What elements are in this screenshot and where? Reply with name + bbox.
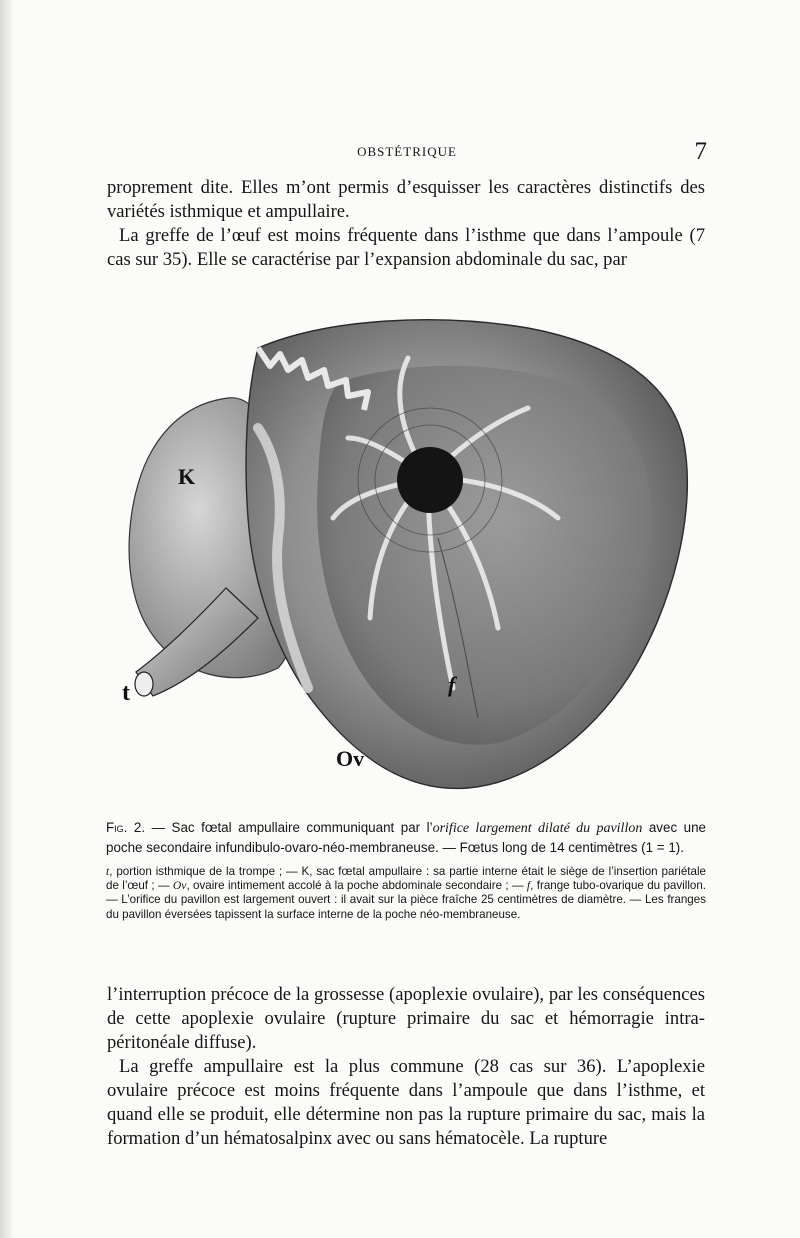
pavilion-orifice-shape (397, 447, 463, 513)
running-head (107, 138, 707, 168)
paragraph: La greffe ampullaire est la plus commune (28 cas sur 36). L’apoplexie ovulaire précoce est moins fréquente dans l’ampoule que dans l’isthme, et quand elle se produit, elle détermine non pas la rupture primaire du sac, mais la formation d’un hématosalpinx avec ou sans hématocèle. La rupture (107, 1056, 705, 1149)
legend-f-text: , frange tubo-ovarique du pavillon. — L’orifice du pavillon est largement ouvert : il avait sur la pièce fraîche 25 centimètres de diamètre. — Les franges du pavillon éversées tapissent la surface interne de la poche néo-membraneuse. (106, 879, 707, 921)
top-text-block (107, 176, 705, 272)
label-k: K (178, 464, 196, 489)
legend-ov-text: , ovaire intimement accolé à la poche abdominale secondaire ; — (186, 879, 527, 893)
caption-main (106, 818, 706, 857)
figure-illustration (108, 288, 708, 808)
legend-f-letter: f (526, 879, 531, 893)
paragraph-continuation: l’interruption précoce de la grossesse (apoplexie ovulaire), par les conséquences de cette apoplexie ovulaire (rupture primaire du sac et hémorragie intra-péritonéale diffuse). (107, 984, 705, 1053)
label-ov: Ov (336, 746, 365, 771)
paragraph-continuation: proprement dite. Elles m’ont permis d’esquisser les caractères distinctifs des variétés isthmique et ampullaire. (107, 177, 705, 222)
figure-caption (106, 818, 706, 922)
page-gutter-shadow (0, 0, 14, 1238)
page-number: 7 (694, 138, 707, 165)
paragraph: La greffe de l’œuf est moins fréquente dans l’isthme que dans l’ampoule (7 cas sur 35). Elle se caractérise par l’expansion abdominale du sac, par (107, 225, 705, 270)
caption-text-b: avec une poche secondaire infundibulo-ovaro-néo-membraneuse. — Fœtus long de 14 centimètres (1 = 1). (106, 820, 707, 855)
tube-opening-shape (135, 672, 153, 696)
legend-ov-letter: Ov (172, 879, 187, 893)
label-t: t (122, 680, 130, 706)
caption-legend (106, 865, 706, 922)
figure-reference: Fig. 2. (106, 820, 146, 835)
page-title: OBSTÉTRIQUE (357, 144, 457, 159)
anatomical-figure (108, 288, 708, 808)
bottom-text-block (107, 983, 705, 1151)
caption-text-a: — Sac fœtal ampullaire communiquant par l’ (145, 820, 433, 835)
label-f: f (448, 672, 456, 697)
caption-italic-text: orifice largement dilaté du pavillon (432, 821, 643, 836)
legend-t-text: , portion isthmique de la trompe ; — K, sac fœtal ampullaire : sa partie interne était le siège de l’insertion pariétale de l’œuf ; — (106, 865, 706, 893)
legend-t-letter: t (106, 865, 110, 878)
